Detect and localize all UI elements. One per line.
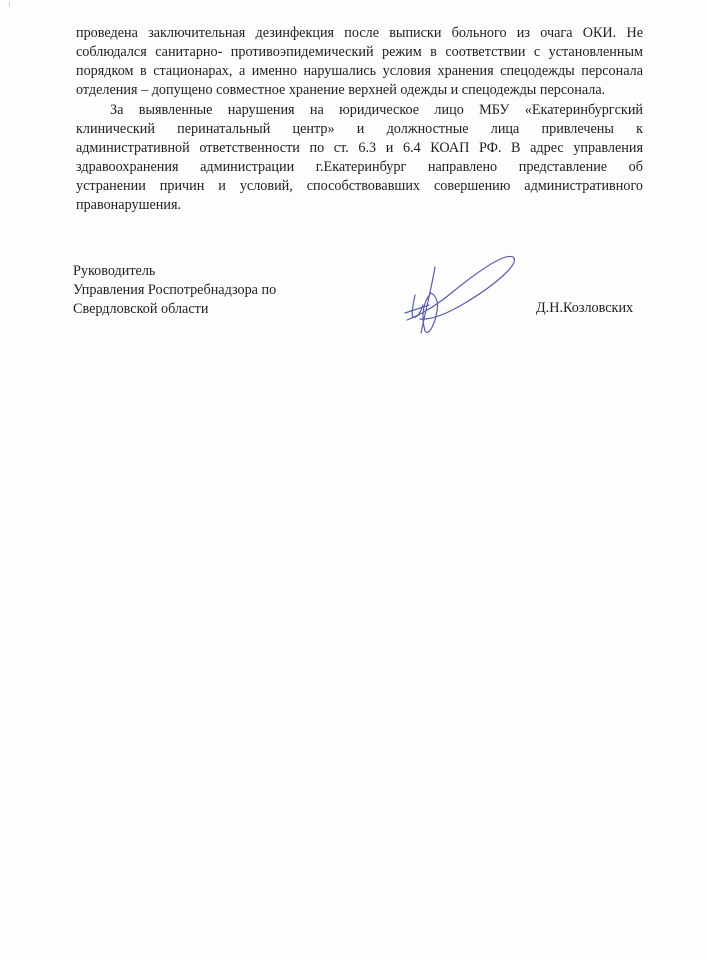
text-line: проведена заключительная дезинфекция после выписки больного из очага ОКИ. Не — [76, 25, 643, 41]
text-line: соблюдался санитарно- противоэпидемический режим в соответствии с установленным — [76, 44, 643, 60]
signatory-title-line: Свердловской области — [73, 301, 209, 317]
text-line: клинический перинатальный центр» и должностные лица привлечены к — [76, 121, 643, 137]
text-line: здравоохранения администрации г.Екатеринбург направлено представление об — [76, 159, 643, 175]
signatory-title — [73, 262, 276, 319]
paragraph-1 — [76, 24, 643, 100]
paragraph-2 — [76, 101, 643, 215]
text-line: правонарушения. — [76, 197, 182, 213]
scan-mark — [9, 2, 10, 7]
text-line: устранении причин и условий, способствовавших совершению административного — [76, 178, 643, 194]
text-line: За выявленные нарушения на юридическое лицо МБУ «Екатеринбургский — [110, 102, 643, 118]
text-line: отделения – допущено совместное хранение верхней одежды и спецодежды персонала. — [76, 82, 606, 98]
text-line: порядком в стационарах, а именно нарушались условия хранения спецодежды персонала — [76, 63, 643, 79]
signatory-title-line: Управления Роспотребнадзора по — [73, 282, 277, 298]
signatory-name: Д.Н.Козловских — [536, 300, 634, 316]
handwritten-signature — [395, 245, 525, 340]
text-line: административной ответственности по ст. 6.3 и 6.4 КОАП РФ. В адрес управления — [76, 140, 643, 156]
signatory-title-line: Руководитель — [73, 263, 156, 279]
